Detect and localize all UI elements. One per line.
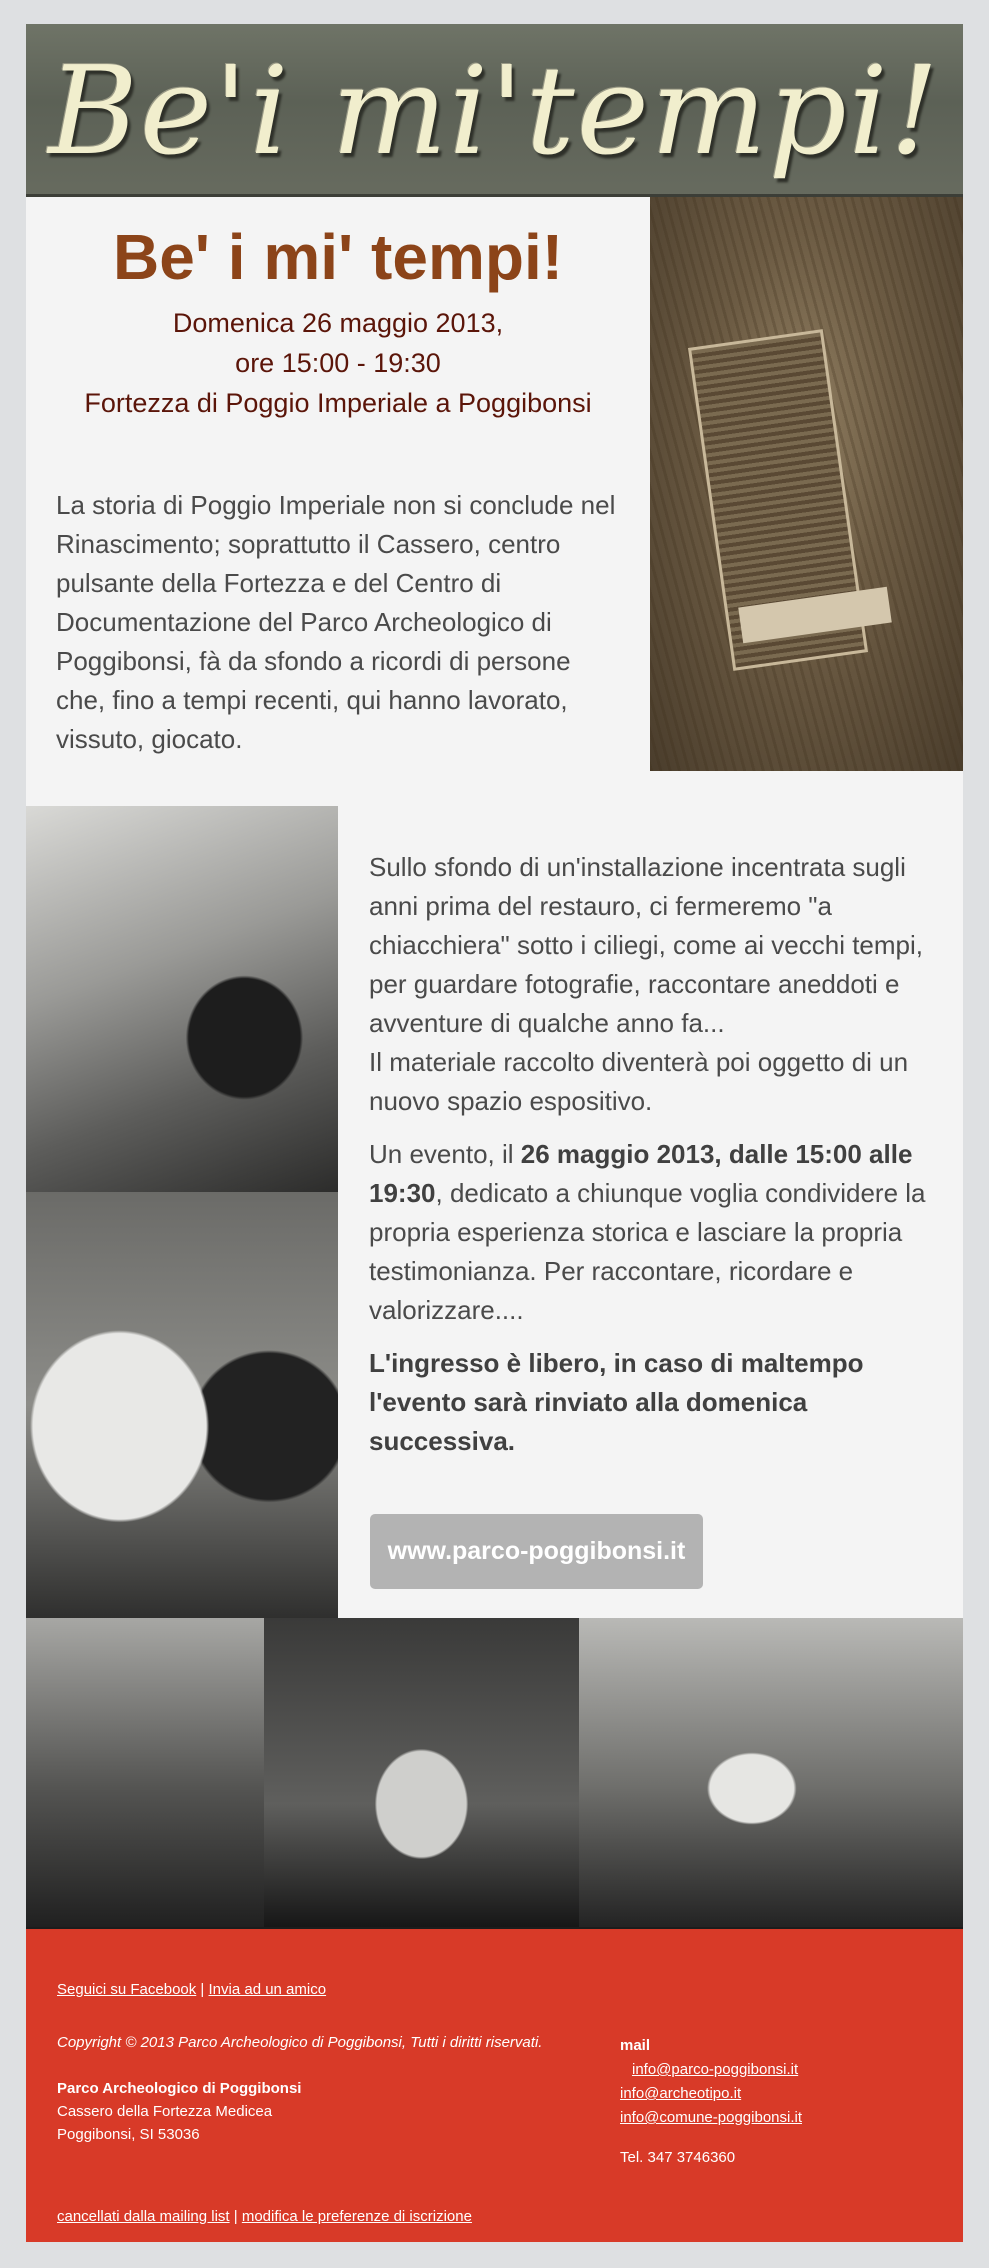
telephone: Tel. 347 3746360 [620,2149,736,2166]
event-date: Domenica 26 maggio 2013, [172,308,504,338]
ox-and-farmer-photo [26,1192,338,1618]
description-paragraph-1 [369,848,939,1121]
village-women-photo [26,1618,264,1928]
description-text-1b: Il materiale raccolto diventerà poi oggetto di un nuovo spazio espositivo. [369,1047,909,1116]
table-gathering-photo [264,1618,579,1928]
address-line-2: Poggibonsi, SI 53036 [57,2126,200,2143]
banner-logo-text: Be'i mi'tempi! [48,39,941,182]
gas-station-motorbike-photo [579,1618,963,1928]
description-date-highlight: 26 maggio 2013, dalle 15:00 alle 19:30 [369,1139,913,1208]
description-text-1: Sullo sfondo di un'installazione incentrata sugli anni prima del restauro, ci fermeremo "a chiacchiera" sotto i ciliegi, come ai vecchi tempi, per guardare fotografie, raccontare aneddoti e avventure di qualche anno fa... [369,852,924,1038]
description-text-2-post: , dedicato a chiunque voglia condividere la propria esperienza storica e lasciare la propria testimonianza. Per raccontare, ricordare e valorizzare.... [369,1178,926,1325]
subscription-links [57,2208,472,2225]
copyright-text: Copyright © 2013 Parco Archeologico di Poggibonsi, Tutti i diritti riservati. [57,2034,543,2051]
facebook-link[interactable]: Seguici su Facebook [57,1981,197,1998]
header-banner [26,24,963,197]
event-place: Fortezza di Poggio Imperiale a Poggibonsi [84,388,592,418]
intro-paragraph: La storia di Poggio Imperiale non si conclude nel Rinascimento; soprattutto il Cassero, centro pulsante della Fortezza e del Centro di Documentazione del Parco Archeologico di Poggibonsi, fà da sfondo a ricordi di persone che, fino a tempi recenti, qui hanno lavorato, vissuto, giocato. [56,490,616,754]
organization-name: Parco Archeologico di Poggibonsi [57,2080,302,2097]
preferences-link[interactable]: modifica le preferenze di iscrizione [241,2208,472,2225]
aerial-fortress-photo [650,197,963,771]
side-photo-column [26,806,338,1618]
email-link-archeotipo[interactable]: info@archeotipo.it [620,2085,742,2102]
mail-label: mail [620,2037,651,2054]
unsubscribe-link[interactable]: cancellati dalla mailing list [57,2208,230,2225]
contact-info [620,2034,802,2170]
photo-strip [26,1618,963,1928]
website-button[interactable]: www.parco-poggibonsi.it [370,1514,703,1589]
footer-social-links [57,1981,326,1998]
description-paragraph-3 [369,1344,939,1461]
email-link-parco[interactable]: info@parco-poggibonsi.it [632,2061,799,2078]
footer-separator-2: | [233,2208,238,2225]
footer [26,1929,963,2242]
newsletter [26,24,963,2242]
event-description [369,848,939,1475]
description-text-2-pre: Un evento, il [369,1139,521,1169]
event-info [26,303,650,423]
footer-separator: | [200,1981,205,1998]
description-paragraph-2 [369,1135,939,1330]
free-entry-note: L'ingresso è libero, in caso di maltempo l'evento sarà rinviato alla domenica successiva. [369,1348,864,1456]
address-line-1: Cassero della Fortezza Medicea [57,2103,273,2120]
stone-house-photo [26,806,338,1192]
email-link-comune[interactable]: info@comune-poggibonsi.it [620,2109,802,2126]
event-time: ore 15:00 - 19:30 [235,348,441,378]
forward-to-friend-link[interactable]: Invia ad un amico [208,1981,327,1998]
organization-address [57,2077,301,2146]
event-title: Be' i mi' tempi! [112,221,564,293]
